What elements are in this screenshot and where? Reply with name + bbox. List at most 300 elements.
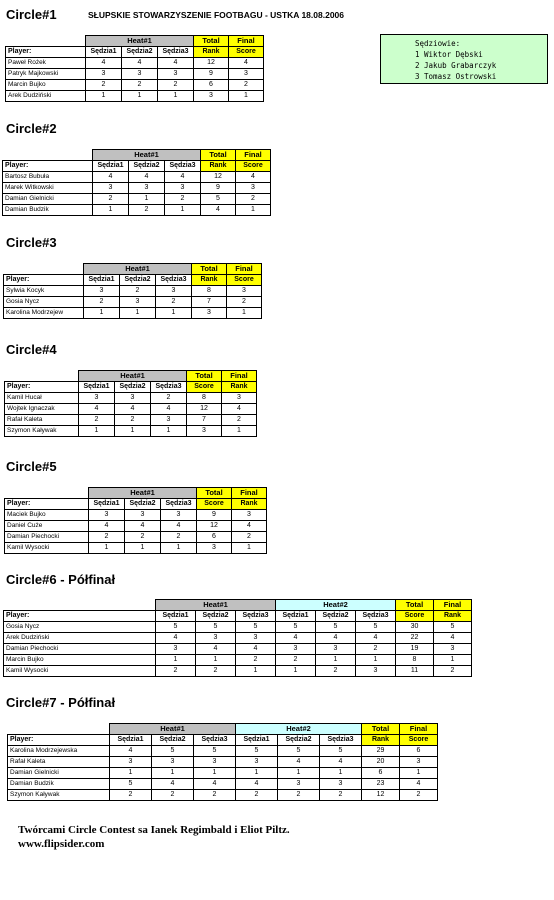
heat2-score: 1 xyxy=(316,655,356,666)
col-b-value: 3 xyxy=(229,69,264,80)
col-a-subheader: Rank xyxy=(192,275,227,286)
scores-table xyxy=(2,149,271,216)
col-a-header: Total xyxy=(194,36,229,47)
col-b-value: 1 xyxy=(434,655,472,666)
col-a-value: 29 xyxy=(362,746,400,757)
col-a-value: 3 xyxy=(194,91,229,102)
table-row xyxy=(5,521,267,532)
heat2-header: Heat#2 xyxy=(236,724,362,735)
player-name: Karolina Modrzejew xyxy=(4,308,84,319)
col-a-subheader: Score xyxy=(187,382,222,393)
heat1-score: 2 xyxy=(79,415,115,426)
col-a-value: 3 xyxy=(197,543,232,554)
heat1-score: 1 xyxy=(156,308,192,319)
player-name: Damian Gielnicki xyxy=(8,768,110,779)
judge3-header: Sędzia3 xyxy=(158,47,194,58)
col-a-value: 12 xyxy=(194,58,229,69)
col-b-header: Final xyxy=(227,264,262,275)
table-row xyxy=(4,633,472,644)
heat1-header: Heat#1 xyxy=(156,600,276,611)
col-b-value: 3 xyxy=(232,510,267,521)
player-name: Paweł Rożek xyxy=(6,58,86,69)
heat1-score: 2 xyxy=(158,80,194,91)
heat1-score: 3 xyxy=(161,510,197,521)
col-a-value: 11 xyxy=(396,666,434,677)
col-a-subheader: Rank xyxy=(362,735,400,746)
table-row xyxy=(8,757,438,768)
player-name: Daniel Cuże xyxy=(5,521,89,532)
col-a-value: 9 xyxy=(201,183,236,194)
heat2-score: 3 xyxy=(356,666,396,677)
heat1-score: 2 xyxy=(122,80,158,91)
heat1-score: 1 xyxy=(122,91,158,102)
scores-table xyxy=(7,723,438,801)
heat1-score: 5 xyxy=(194,746,236,757)
col-a-value: 19 xyxy=(396,644,434,655)
heat1-score: 2 xyxy=(89,532,125,543)
heat1-score: 1 xyxy=(93,205,129,216)
heat1-score: 2 xyxy=(84,297,120,308)
circle1-title: Circle#1 xyxy=(6,7,57,22)
heat2-score: 5 xyxy=(236,746,278,757)
player-name: Kamil Wysocki xyxy=(5,543,89,554)
table-row xyxy=(4,666,472,677)
heat2-score: 1 xyxy=(236,768,278,779)
document-title: SŁUPSKIE STOWARZYSZENIE FOOTBAGU - USTKA 18.08.2006 xyxy=(88,10,344,20)
heat2-score: 4 xyxy=(356,633,396,644)
col-b-value: 1 xyxy=(222,426,257,437)
heat2-score: 1 xyxy=(356,655,396,666)
heat1-header: Heat#1 xyxy=(79,371,187,382)
player-name: Szymon Kaływak xyxy=(8,790,110,801)
col-b-header: Final xyxy=(222,371,257,382)
judge3-header: Sędzia3 xyxy=(320,735,362,746)
col-b-value: 3 xyxy=(400,757,438,768)
table-row xyxy=(4,622,472,633)
player-header: Player: xyxy=(3,161,93,172)
heat2-score: 1 xyxy=(320,768,362,779)
scores-table xyxy=(3,599,472,677)
player-name: Arek Dudziński xyxy=(6,91,86,102)
heat2-score: 5 xyxy=(276,622,316,633)
heat1-score: 4 xyxy=(129,172,165,183)
heat1-score: 2 xyxy=(196,666,236,677)
heat1-score: 2 xyxy=(93,194,129,205)
table-row xyxy=(5,404,257,415)
heat1-score: 1 xyxy=(196,655,236,666)
circle4-table xyxy=(4,370,257,437)
heat1-score: 4 xyxy=(152,779,194,790)
heat1-score: 2 xyxy=(115,415,151,426)
col-b-value: 1 xyxy=(400,768,438,779)
circle6-table xyxy=(3,599,472,677)
col-a-value: 8 xyxy=(396,655,434,666)
heat2-score: 4 xyxy=(278,757,320,768)
col-b-value: 2 xyxy=(434,666,472,677)
col-a-value: 5 xyxy=(201,194,236,205)
judge1-header: Sędzia1 xyxy=(86,47,122,58)
col-b-value: 6 xyxy=(400,746,438,757)
table-row xyxy=(3,183,271,194)
judge2-header: Sędzia2 xyxy=(278,735,320,746)
judge3-header: Sędzia3 xyxy=(194,735,236,746)
heat2-score: 3 xyxy=(320,779,362,790)
heat1-header: Heat#1 xyxy=(93,150,201,161)
player-name: Damian Budzik xyxy=(3,205,93,216)
col-b-value: 2 xyxy=(232,532,267,543)
judge2-header: Sędzia2 xyxy=(122,47,158,58)
judge2-header: Sędzia2 xyxy=(152,735,194,746)
heat1-score: 1 xyxy=(152,768,194,779)
col-b-value: 3 xyxy=(222,393,257,404)
judge3-header: Sędzia3 xyxy=(165,161,201,172)
heat2-score: 2 xyxy=(320,790,362,801)
circle5-title: Circle#5 xyxy=(6,459,57,474)
player-name: Patryk Majkowski xyxy=(6,69,86,80)
heat2-score: 1 xyxy=(278,768,320,779)
heat1-score: 3 xyxy=(152,757,194,768)
col-a-value: 12 xyxy=(201,172,236,183)
heat1-score: 3 xyxy=(86,69,122,80)
table-row xyxy=(4,297,262,308)
player-name: Arek Dudziński xyxy=(4,633,156,644)
player-header: Player: xyxy=(5,382,79,393)
heat1-score: 4 xyxy=(194,779,236,790)
heat1-score: 3 xyxy=(79,393,115,404)
col-b-subheader: Score xyxy=(227,275,262,286)
heat1-score: 4 xyxy=(158,58,194,69)
col-a-value: 3 xyxy=(187,426,222,437)
player-name: Damian Piechocki xyxy=(5,532,89,543)
player-header: Player: xyxy=(5,499,89,510)
col-a-header: Total xyxy=(201,150,236,161)
heat1-score: 1 xyxy=(158,91,194,102)
col-a-value: 7 xyxy=(187,415,222,426)
heat2-score: 4 xyxy=(236,779,278,790)
table-row xyxy=(3,194,271,205)
heat1-score: 3 xyxy=(156,644,196,655)
heat2-score: 5 xyxy=(356,622,396,633)
heat1-header: Heat#1 xyxy=(110,724,236,735)
heat1-header: Heat#1 xyxy=(84,264,192,275)
heat2-score: 5 xyxy=(278,746,320,757)
table-row xyxy=(3,205,271,216)
table-row xyxy=(6,80,264,91)
col-b-value: 3 xyxy=(236,183,271,194)
heat1-score: 4 xyxy=(156,633,196,644)
heat1-score: 3 xyxy=(129,183,165,194)
circle3-title: Circle#3 xyxy=(6,235,57,250)
col-a-value: 6 xyxy=(194,80,229,91)
heat1-score: 3 xyxy=(110,757,152,768)
heat1-score: 4 xyxy=(151,404,187,415)
circle6-title: Circle#6 - Półfinał xyxy=(6,572,116,587)
blank-cell xyxy=(4,264,84,275)
heat1-score: 1 xyxy=(86,91,122,102)
judges-box xyxy=(380,34,548,84)
judge-line: 1 Wiktor Dębski xyxy=(415,50,483,59)
heat1-header: Heat#1 xyxy=(89,488,197,499)
judge3-header: Sędzia3 xyxy=(356,611,396,622)
col-a-value: 8 xyxy=(187,393,222,404)
judge-line: 2 Jakub Grabarczyk xyxy=(415,61,497,70)
col-a-value: 9 xyxy=(197,510,232,521)
col-b-value: 5 xyxy=(434,622,472,633)
judge1-header: Sędzia1 xyxy=(79,382,115,393)
heat1-score: 3 xyxy=(89,510,125,521)
col-a-value: 20 xyxy=(362,757,400,768)
table-row xyxy=(4,308,262,319)
scores-table xyxy=(5,35,264,102)
heat2-score: 3 xyxy=(236,757,278,768)
heat1-score: 1 xyxy=(79,426,115,437)
player-header: Player: xyxy=(4,275,84,286)
heat1-score: 3 xyxy=(84,286,120,297)
circle1-table xyxy=(5,35,264,102)
heat1-score: 5 xyxy=(152,746,194,757)
heat1-score: 4 xyxy=(161,521,197,532)
col-b-value: 2 xyxy=(229,80,264,91)
col-a-subheader: Score xyxy=(197,499,232,510)
col-a-value: 6 xyxy=(362,768,400,779)
heat1-score: 4 xyxy=(122,58,158,69)
col-b-subheader: Rank xyxy=(232,499,267,510)
col-a-value: 23 xyxy=(362,779,400,790)
player-name: Marcin Bujko xyxy=(4,655,156,666)
table-row xyxy=(6,69,264,80)
judge1-header: Sędzia1 xyxy=(110,735,152,746)
player-header: Player: xyxy=(4,611,156,622)
judge3-header: Sędzia3 xyxy=(151,382,187,393)
col-b-header: Final xyxy=(229,36,264,47)
judge1-header: Sędzia1 xyxy=(156,611,196,622)
heat1-score: 1 xyxy=(89,543,125,554)
judge2-header: Sędzia2 xyxy=(129,161,165,172)
heat1-score: 1 xyxy=(84,308,120,319)
heat1-score: 3 xyxy=(196,633,236,644)
col-b-value: 2 xyxy=(400,790,438,801)
circle5-table xyxy=(4,487,267,554)
heat1-score: 2 xyxy=(86,80,122,91)
col-a-subheader: Rank xyxy=(201,161,236,172)
player-name: Damian Piechocki xyxy=(4,644,156,655)
heat1-score: 3 xyxy=(156,286,192,297)
col-b-header: Final xyxy=(232,488,267,499)
heat1-score: 5 xyxy=(196,622,236,633)
heat1-score: 3 xyxy=(236,633,276,644)
heat1-score: 4 xyxy=(125,521,161,532)
heat1-score: 2 xyxy=(236,655,276,666)
heat1-score: 3 xyxy=(93,183,129,194)
player-name: Kamil Hucał xyxy=(5,393,79,404)
col-a-header: Total xyxy=(362,724,400,735)
judge1-header: Sędzia1 xyxy=(276,611,316,622)
heat1-score: 4 xyxy=(115,404,151,415)
judge3-header: Sędzia3 xyxy=(161,499,197,510)
col-b-value: 4 xyxy=(236,172,271,183)
table-row xyxy=(5,532,267,543)
col-b-value: 2 xyxy=(227,297,262,308)
player-name: Karolina Modrzejewska xyxy=(8,746,110,757)
col-a-value: 12 xyxy=(362,790,400,801)
col-a-header: Total xyxy=(396,600,434,611)
player-name: Bartosz Bubuła xyxy=(3,172,93,183)
player-name: Damian Budzik xyxy=(8,779,110,790)
heat1-score: 5 xyxy=(156,622,196,633)
heat1-score: 3 xyxy=(125,510,161,521)
judge1-header: Sędzia1 xyxy=(84,275,120,286)
col-b-header: Final xyxy=(400,724,438,735)
player-header: Player: xyxy=(8,735,110,746)
heat1-score: 1 xyxy=(236,666,276,677)
circle7-table xyxy=(7,723,438,801)
circle2-title: Circle#2 xyxy=(6,121,57,136)
judge2-header: Sędzia2 xyxy=(115,382,151,393)
col-a-header: Total xyxy=(187,371,222,382)
player-name: Szymon Kaływak xyxy=(5,426,79,437)
circle3-table xyxy=(3,263,262,319)
heat1-score: 1 xyxy=(165,205,201,216)
heat1-score: 1 xyxy=(156,655,196,666)
col-a-value: 22 xyxy=(396,633,434,644)
heat1-score: 3 xyxy=(120,297,156,308)
col-a-value: 12 xyxy=(187,404,222,415)
col-b-subheader: Score xyxy=(400,735,438,746)
heat1-score: 2 xyxy=(110,790,152,801)
heat1-score: 1 xyxy=(115,426,151,437)
heat1-score: 1 xyxy=(194,768,236,779)
table-row xyxy=(5,543,267,554)
footer-website[interactable]: www.flipsider.com xyxy=(18,838,105,850)
scores-table xyxy=(3,263,262,319)
table-row xyxy=(6,58,264,69)
circle4-title: Circle#4 xyxy=(6,342,57,357)
heat1-score: 5 xyxy=(236,622,276,633)
heat1-score: 3 xyxy=(165,183,201,194)
table-row xyxy=(8,779,438,790)
heat1-score: 1 xyxy=(120,308,156,319)
heat1-score: 2 xyxy=(156,297,192,308)
footer-credits: Twórcami Circle Contest sa Ianek Regimbald i Eliot Piltz. xyxy=(18,824,290,836)
col-a-value: 8 xyxy=(192,286,227,297)
judge1-header: Sędzia1 xyxy=(93,161,129,172)
player-name: Maciek Bujko xyxy=(5,510,89,521)
heat1-header: Heat#1 xyxy=(86,36,194,47)
table-row xyxy=(3,172,271,183)
col-a-value: 3 xyxy=(192,308,227,319)
col-b-subheader: Rank xyxy=(222,382,257,393)
col-a-value: 9 xyxy=(194,69,229,80)
heat2-score: 3 xyxy=(316,644,356,655)
col-a-value: 7 xyxy=(192,297,227,308)
col-b-header: Final xyxy=(236,150,271,161)
player-name: Kamil Wysocki xyxy=(4,666,156,677)
heat1-score: 2 xyxy=(161,532,197,543)
col-a-value: 30 xyxy=(396,622,434,633)
heat1-score: 1 xyxy=(129,194,165,205)
table-row xyxy=(4,655,472,666)
col-b-subheader: Score xyxy=(236,161,271,172)
heat1-score: 2 xyxy=(152,790,194,801)
col-b-header: Final xyxy=(434,600,472,611)
col-b-value: 4 xyxy=(400,779,438,790)
player-header: Player: xyxy=(6,47,86,58)
judge-line: 3 Tomasz Ostrowski xyxy=(415,72,497,81)
col-b-value: 4 xyxy=(222,404,257,415)
judge2-header: Sędzia2 xyxy=(316,611,356,622)
table-row xyxy=(8,768,438,779)
col-b-value: 4 xyxy=(229,58,264,69)
player-name: Gosia Nycz xyxy=(4,622,156,633)
table-row xyxy=(5,415,257,426)
col-a-value: 12 xyxy=(197,521,232,532)
scores-table xyxy=(4,487,267,554)
col-b-value: 1 xyxy=(227,308,262,319)
col-a-header: Total xyxy=(192,264,227,275)
player-name: Damian Gielnicki xyxy=(3,194,93,205)
player-name: Marcin Bujko xyxy=(6,80,86,91)
heat2-score: 3 xyxy=(278,779,320,790)
heat1-score: 1 xyxy=(110,768,152,779)
judge2-header: Sędzia2 xyxy=(125,499,161,510)
judge2-header: Sędzia2 xyxy=(196,611,236,622)
heat1-score: 2 xyxy=(129,205,165,216)
col-b-value: 4 xyxy=(434,633,472,644)
judge1-header: Sędzia1 xyxy=(89,499,125,510)
heat2-score: 1 xyxy=(276,666,316,677)
col-a-subheader: Rank xyxy=(194,47,229,58)
player-name: Rafał Kaleta xyxy=(5,415,79,426)
table-row xyxy=(5,393,257,404)
player-name: Marek Witkowski xyxy=(3,183,93,194)
col-a-value: 6 xyxy=(197,532,232,543)
heat1-score: 2 xyxy=(194,790,236,801)
heat1-score: 3 xyxy=(151,415,187,426)
judge1-header: Sędzia1 xyxy=(236,735,278,746)
heat2-score: 3 xyxy=(276,644,316,655)
heat1-score: 4 xyxy=(79,404,115,415)
col-b-value: 1 xyxy=(236,205,271,216)
blank-cell xyxy=(3,150,93,161)
heat1-score: 4 xyxy=(110,746,152,757)
col-b-value: 4 xyxy=(232,521,267,532)
heat1-score: 3 xyxy=(115,393,151,404)
blank-cell xyxy=(5,371,79,382)
table-row xyxy=(8,746,438,757)
col-b-value: 1 xyxy=(232,543,267,554)
col-a-header: Total xyxy=(197,488,232,499)
col-b-value: 2 xyxy=(236,194,271,205)
heat2-score: 4 xyxy=(320,757,362,768)
heat2-score: 5 xyxy=(316,622,356,633)
heat2-score: 2 xyxy=(236,790,278,801)
heat1-score: 2 xyxy=(125,532,161,543)
table-row xyxy=(4,644,472,655)
blank-cell xyxy=(6,36,86,47)
heat1-score: 4 xyxy=(93,172,129,183)
heat1-score: 3 xyxy=(122,69,158,80)
heat1-score: 3 xyxy=(158,69,194,80)
blank-cell xyxy=(5,488,89,499)
circle7-title: Circle#7 - Półfinał xyxy=(6,695,116,710)
heat1-score: 1 xyxy=(161,543,197,554)
heat1-score: 1 xyxy=(151,426,187,437)
heat1-score: 5 xyxy=(110,779,152,790)
blank-cell xyxy=(4,600,156,611)
col-b-subheader: Rank xyxy=(434,611,472,622)
heat2-score: 2 xyxy=(356,644,396,655)
col-b-value: 3 xyxy=(227,286,262,297)
